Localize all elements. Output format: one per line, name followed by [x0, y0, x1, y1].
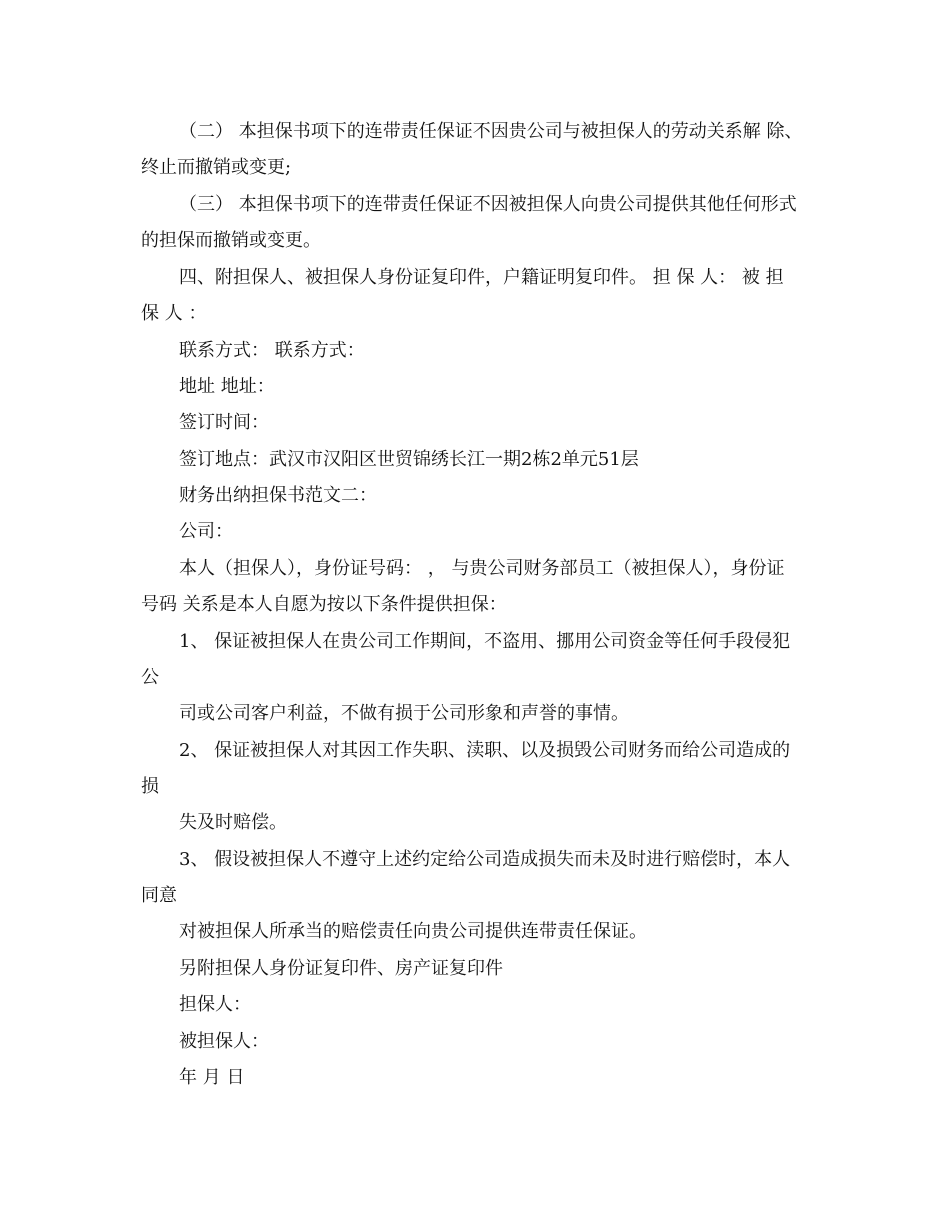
para-3-line-1: （三） 本担保书项下的连带责任保证不因被担保人向贵公司提供其他任何形式	[179, 194, 797, 215]
clause-1-line-2: 公	[141, 667, 159, 688]
para-3-line-2: 的担保而撤销或变更。	[141, 230, 321, 251]
para-4-line-2: 保 人 ：	[141, 303, 207, 324]
clause-2-line-3: 失及时赔偿。	[179, 812, 287, 833]
section-title: 财务出纳担保书范文二：	[179, 485, 377, 506]
clause-3-line-3: 对被担保人所承当的赔偿责任向贵公司提供连带责任保证。	[179, 921, 647, 942]
guarantor-line: 担保人：	[179, 994, 251, 1015]
intro-line-1: 本人（担保人），身份证号码： ， 与贵公司财务部员工（被担保人），身份证	[179, 558, 785, 579]
clause-3-line-2: 同意	[141, 885, 177, 906]
date-line: 年 月 日	[179, 1067, 245, 1088]
clause-1-line-1: 1、 保证被担保人在贵公司工作期间，不盗用、挪用公司资金等任何手段侵犯	[179, 631, 791, 652]
contact-line: 联系方式： 联系方式：	[179, 340, 365, 361]
clause-2-line-1: 2、 保证被担保人对其因工作失职、渎职、以及损毁公司财务而给公司造成的	[179, 740, 791, 761]
para-2-line-2: 终止而撤销或变更;	[141, 157, 292, 178]
guaranteed-party-line: 被担保人：	[179, 1031, 269, 1052]
clause-3-line-1: 3、 假设被担保人不遵守上述约定给公司造成损失而未及时进行赔偿时，本人	[179, 849, 791, 870]
clause-1-line-3: 司或公司客户利益，不做有损于公司形象和声誉的事情。	[179, 703, 629, 724]
sign-place-line: 签订地点：武汉市汉阳区世贸锦绣长江一期2栋2单元51层	[179, 449, 639, 470]
salutation: 公司：	[179, 521, 233, 542]
address-line: 地址 地址：	[179, 376, 275, 397]
clause-2-line-2: 损	[141, 776, 159, 797]
intro-line-2: 号码 关系是本人自愿为按以下条件提供担保：	[141, 594, 507, 615]
sign-time-line: 签订时间：	[179, 412, 269, 433]
attachment-line: 另附担保人身份证复印件、房产证复印件	[179, 958, 503, 979]
para-4-line-1: 四、附担保人、被担保人身份证复印件，户籍证明复印件。 担 保 人： 被 担	[179, 267, 784, 288]
para-2-line-1: （二） 本担保书项下的连带责任保证不因贵公司与被担保人的劳动关系解 除、	[179, 121, 803, 142]
